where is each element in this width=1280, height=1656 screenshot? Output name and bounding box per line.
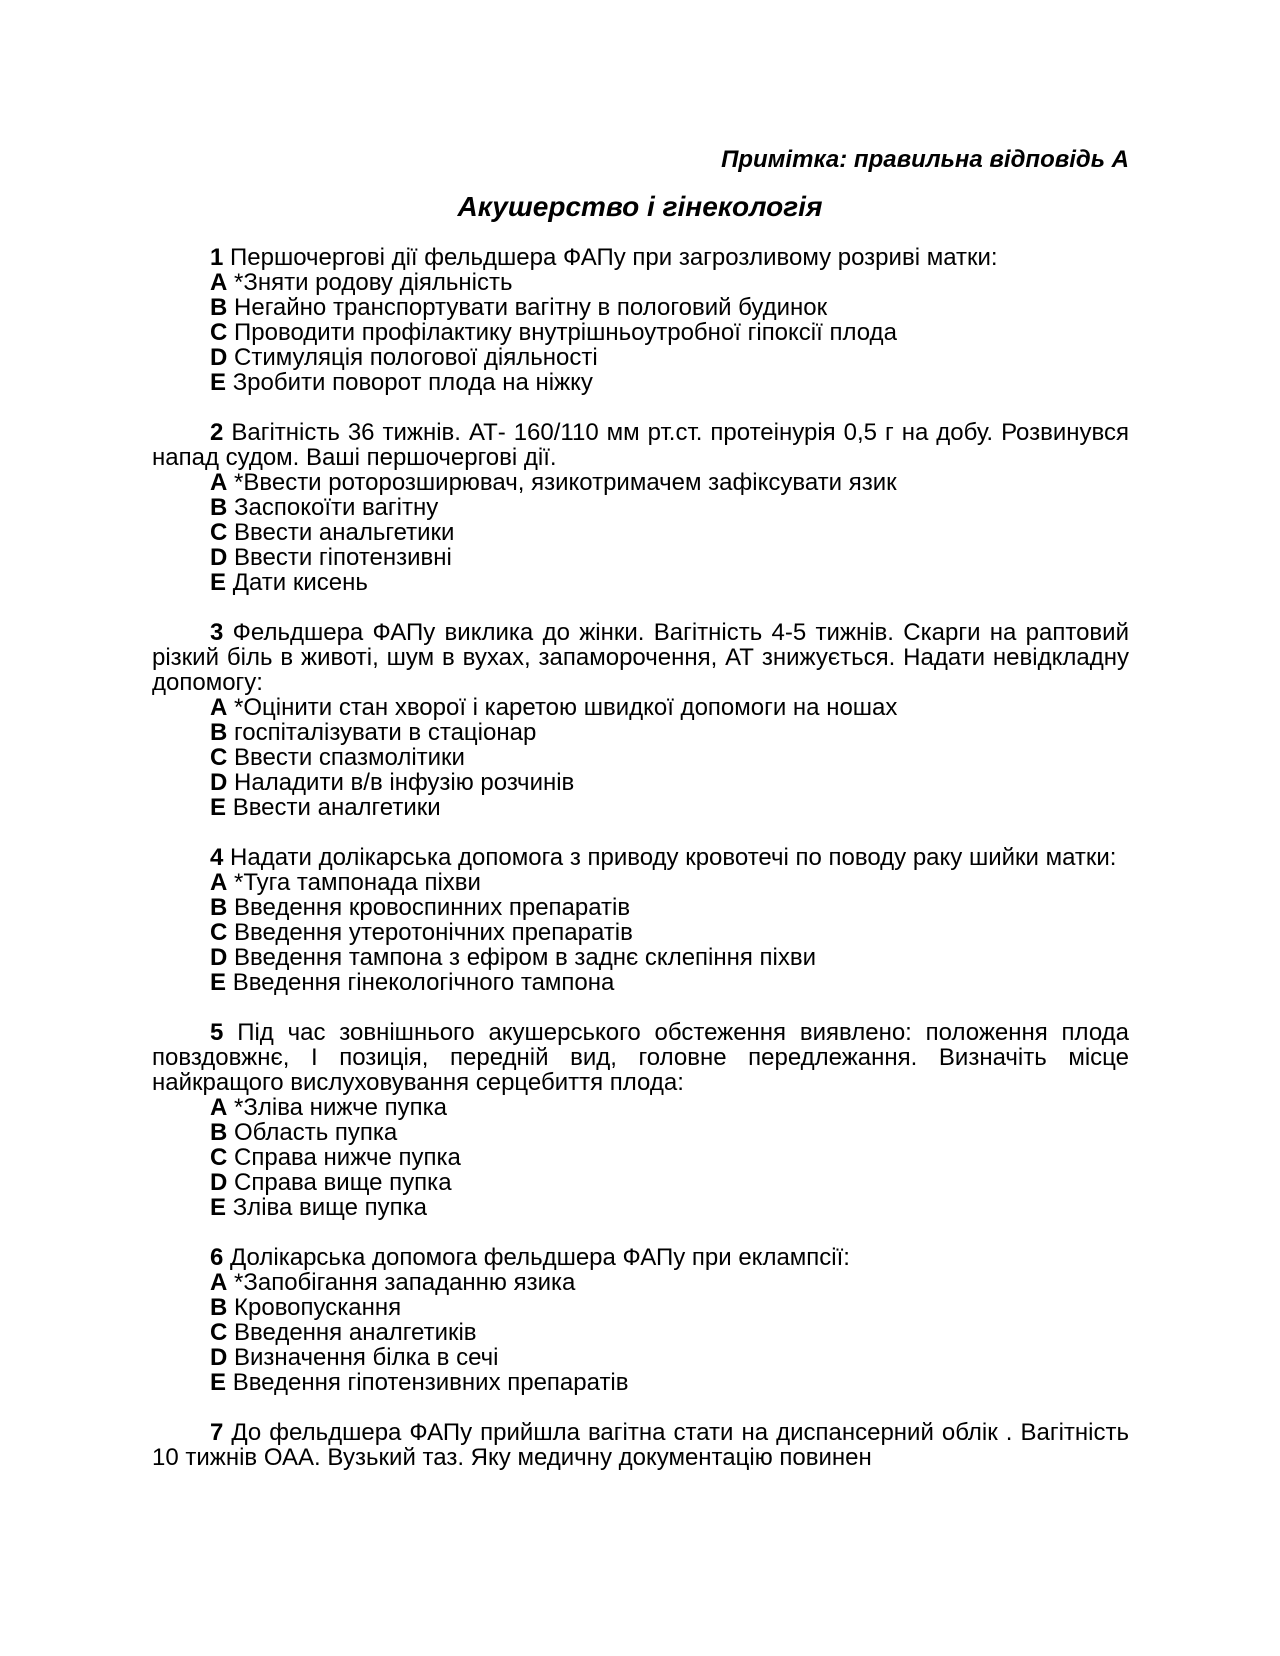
answer-option	[210, 1295, 1129, 1320]
option-text: Кровопускання	[234, 1294, 402, 1321]
answer-options	[152, 695, 1129, 820]
option-text: Визначення білка в сечі	[234, 1344, 499, 1371]
question-text: Першочергові дії фельдшера ФАПу при загрозливому розриві матки:	[230, 244, 998, 271]
option-letter: A	[210, 1269, 228, 1296]
option-text: *Зліва нижче пупка	[234, 1094, 448, 1121]
question-stem	[152, 620, 1129, 695]
option-text: Ввести аналгетики	[232, 794, 441, 821]
answer-option	[210, 1170, 1129, 1195]
option-letter: D	[210, 544, 228, 571]
answer-option	[210, 695, 1129, 720]
question-1	[152, 245, 1129, 395]
page-title: Акушерство і гінекологія	[457, 191, 823, 222]
option-text: Дати кисень	[232, 569, 368, 596]
option-letter: D	[210, 1169, 228, 1196]
question-stem	[152, 1020, 1129, 1095]
option-letter: E	[210, 1369, 227, 1396]
option-letter: E	[210, 794, 227, 821]
answer-option	[210, 895, 1129, 920]
option-letter: C	[210, 1144, 228, 1171]
option-text: Ввести анальгетики	[234, 519, 455, 546]
option-letter: D	[210, 344, 228, 371]
question-number: 6	[210, 1244, 224, 1271]
option-text: Проводити профілактику внутрішньоутробної гіпоксії плода	[234, 319, 897, 346]
question-number: 5	[210, 1019, 224, 1046]
question-stem	[152, 1420, 1129, 1470]
option-text: *Зняти родову діяльність	[234, 269, 513, 296]
option-letter: E	[210, 369, 227, 396]
question-3	[152, 620, 1129, 820]
question-number: 7	[210, 1419, 224, 1446]
option-letter: C	[210, 319, 228, 346]
option-text: *Оцінити стан хворої і каретою швидкої допомоги на ношах	[234, 694, 898, 721]
question-4	[152, 845, 1129, 995]
answer-option	[210, 920, 1129, 945]
option-letter: D	[210, 769, 228, 796]
answer-options	[152, 270, 1129, 395]
option-text: Зліва вище пупка	[232, 1194, 428, 1221]
option-text: Заспокоїти вагітну	[234, 494, 439, 521]
option-text: Введення тампона з ефіром в заднє склепіння піхви	[234, 944, 817, 971]
answer-option	[210, 345, 1129, 370]
option-text: *Ввести роторозширювач, язикотримачем зафіксувати язик	[234, 469, 897, 496]
option-text: Стимуляція пологової діяльності	[234, 344, 598, 371]
option-letter: C	[210, 744, 228, 771]
option-text: Введення утеротонічних препаратів	[234, 919, 633, 946]
question-number: 4	[210, 844, 224, 871]
option-letter: C	[210, 519, 228, 546]
question-5	[152, 1020, 1129, 1220]
answer-options	[152, 1095, 1129, 1220]
answer-option	[210, 1120, 1129, 1145]
option-text: Справа вище пупка	[234, 1169, 452, 1196]
option-text: Введення гінекологічного тампона	[232, 969, 615, 996]
question-number: 3	[210, 619, 224, 646]
answer-option	[210, 370, 1129, 395]
answer-option	[210, 470, 1129, 495]
question-stem	[152, 1245, 1129, 1270]
option-letter: C	[210, 1319, 228, 1346]
option-letter: A	[210, 269, 228, 296]
option-letter: B	[210, 719, 228, 746]
question-text: Надати долікарська допомога з приводу кровотечі по поводу раку шийки матки:	[230, 844, 1117, 871]
option-letter: D	[210, 1344, 228, 1371]
answer-option	[210, 770, 1129, 795]
answer-option	[210, 1145, 1129, 1170]
answer-option	[210, 1320, 1129, 1345]
option-text: Зробити поворот плода на ніжку	[232, 369, 593, 396]
option-letter: A	[210, 1094, 228, 1121]
option-letter: E	[210, 969, 227, 996]
answer-option	[210, 1095, 1129, 1120]
answer-option	[210, 570, 1129, 595]
answer-option	[210, 870, 1129, 895]
option-text: Справа нижче пупка	[234, 1144, 461, 1171]
answer-option	[210, 795, 1129, 820]
option-letter: A	[210, 869, 228, 896]
question-text: Під час зовнішнього акушерського обстеження виявлено: положення плода повздовжнє, І позиція, передній вид, головне передлежання. Визначіть місце найкращого вислуховування серцебиття плода:	[152, 1019, 1129, 1096]
question-list	[152, 245, 1129, 1495]
answer-option	[210, 520, 1129, 545]
answer-options	[152, 870, 1129, 995]
question-text: До фельдшера ФАПу прийшла вагітна стати на диспансерний облік . Вагітність 10 тижнів ОАА. Вузький таз. Яку медичну документацію повинен	[152, 1419, 1129, 1471]
option-text: *Запобігання западанню язика	[234, 1269, 576, 1296]
answer-option	[210, 320, 1129, 345]
question-text: Долікарська допомога фельдшера ФАПу при еклампсії:	[230, 1244, 850, 1271]
option-letter: B	[210, 1294, 228, 1321]
answer-option	[210, 1345, 1129, 1370]
option-letter: A	[210, 469, 228, 496]
option-letter: E	[210, 569, 227, 596]
option-text: Введення аналгетиків	[234, 1319, 477, 1346]
option-text: Область пупка	[234, 1119, 398, 1146]
option-text: Наладити в/в інфузію розчинів	[234, 769, 575, 796]
answer-option	[210, 720, 1129, 745]
option-letter: B	[210, 1119, 228, 1146]
answer-option	[210, 970, 1129, 995]
answer-options	[152, 1270, 1129, 1395]
answer-options	[152, 470, 1129, 595]
option-letter: C	[210, 919, 228, 946]
option-letter: A	[210, 694, 228, 721]
answer-option	[210, 1370, 1129, 1395]
answer-option	[210, 545, 1129, 570]
option-text: Введення кровоспинних препаратів	[234, 894, 631, 921]
question-7	[152, 1420, 1129, 1470]
option-letter: B	[210, 494, 228, 521]
question-number: 2	[210, 419, 224, 446]
answer-option	[210, 495, 1129, 520]
answer-option	[210, 1270, 1129, 1295]
answer-option	[210, 295, 1129, 320]
answer-option	[210, 1195, 1129, 1220]
answer-note: Примітка: правильна відповідь А	[721, 146, 1129, 173]
option-text: госпіталізувати в стаціонар	[234, 719, 537, 746]
question-stem	[152, 845, 1129, 870]
question-text: Фельдшера ФАПу виклика до жінки. Вагітність 4-5 тижнів. Скарги на раптовий різкий біль в животі, шум в вухах, запаморочення, АТ знижується. Надати невідкладну допомогу:	[152, 619, 1129, 696]
question-stem	[152, 245, 1129, 270]
question-text: Вагітність 36 тижнів. АТ- 160/110 мм рт.ст. протеінурія 0,5 г на добу. Розвинувся напад судом. Ваші першочергові дії.	[152, 419, 1130, 471]
question-number: 1	[210, 244, 224, 271]
option-letter: D	[210, 944, 228, 971]
option-text: Негайно транспортувати вагітну в пологовий будинок	[234, 294, 828, 321]
answer-option	[210, 745, 1129, 770]
option-text: Введення гіпотензивних препаратів	[232, 1369, 629, 1396]
option-letter: E	[210, 1194, 227, 1221]
question-stem	[152, 420, 1129, 470]
option-letter: B	[210, 894, 228, 921]
question-6	[152, 1245, 1129, 1395]
option-text: Ввести спазмолітики	[234, 744, 465, 771]
answer-option	[210, 945, 1129, 970]
option-text: Ввести гіпотензивні	[234, 544, 452, 571]
option-letter: B	[210, 294, 228, 321]
answer-option	[210, 270, 1129, 295]
question-2	[152, 420, 1129, 595]
option-text: *Туга тампонада піхви	[234, 869, 481, 896]
